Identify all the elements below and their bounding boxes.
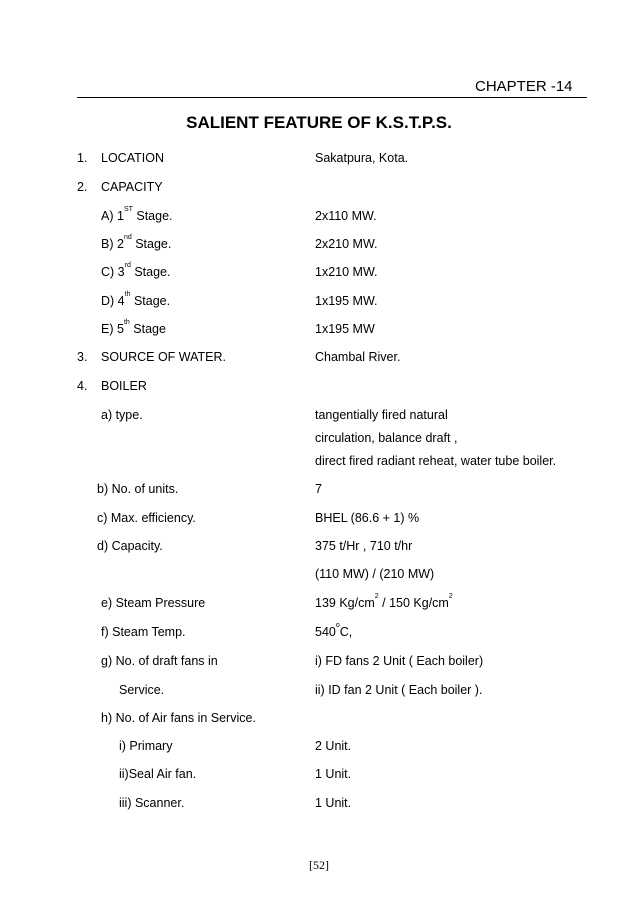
air-fan-label: iii) Scanner. <box>119 796 185 810</box>
stage-label: D) 4th Stage. <box>101 291 171 308</box>
item-number: 2. <box>77 180 88 194</box>
stage-value: 2x210 MW. <box>315 237 378 251</box>
water-source-value: Chambal River. <box>315 350 401 364</box>
boiler-type-value: direct fired radiant reheat, water tube boiler. <box>315 454 557 468</box>
efficiency-label: c) Max. efficiency. <box>97 511 196 525</box>
capacity-value: 375 t/Hr , 710 t/hr <box>315 539 413 553</box>
stage-label: E) 5th Stage <box>101 319 166 336</box>
location-value: Sakatpura, Kota. <box>315 151 409 165</box>
capacity-label: d) Capacity. <box>97 539 163 553</box>
stage-label: B) 2nd Stage. <box>101 234 172 251</box>
item-number: 1. <box>77 151 88 165</box>
pressure-value: 139 $Kg/cm^2 / 150$ $Kg/cm^2$ <box>315 593 453 610</box>
boiler-type-label: a) type. <box>101 408 143 422</box>
item-number: 3. <box>77 350 88 364</box>
page-number: [52] <box>309 858 329 872</box>
stage-label: C) 3rd Stage. <box>101 262 171 279</box>
units-value: 7 <box>315 482 322 496</box>
capacity-value: (110 MW) / (210 MW) <box>315 567 435 581</box>
draft-fans-value: i) FD fans 2 Unit ( Each boiler) <box>315 654 484 668</box>
air-fan-label: i) Primary <box>119 739 173 753</box>
water-source-label: SOURCE OF WATER. <box>101 350 226 364</box>
draft-fans-value: ii) ID fan 2 Unit ( Each boiler ). <box>315 683 483 697</box>
air-fan-label: ii)Seal Air fan. <box>119 767 197 781</box>
header-rule <box>77 97 587 98</box>
temperature-value: 540$^o$C, <box>315 622 353 639</box>
units-label: b) No. of units. <box>97 482 179 496</box>
efficiency-value: BHEL (86.6 + 1) % <box>315 511 420 525</box>
chapter-label: CHAPTER -14 <box>475 78 573 95</box>
stage-value: 1x210 MW. <box>315 265 378 279</box>
item-number: 4. <box>77 379 88 393</box>
air-fan-value: 2 Unit. <box>315 739 352 753</box>
draft-fans-label: Service. <box>119 683 165 697</box>
temperature-label: f) Steam Temp. <box>101 625 186 639</box>
stage-value: 2x110 MW. <box>315 209 377 223</box>
stage-label: A) 1ST Stage. <box>101 206 173 223</box>
draft-fans-label: g) No. of draft fans in <box>101 654 218 668</box>
pressure-label: e) Steam Pressure <box>101 596 206 610</box>
air-fans-label: h) No. of Air fans in Service. <box>101 711 256 725</box>
page-title: SALIENT FEATURE OF K.S.T.P.S. <box>186 113 452 132</box>
boiler-type-value: circulation, balance draft , <box>315 431 458 445</box>
stage-value: 1x195 MW. <box>315 294 378 308</box>
capacity-label: CAPACITY <box>101 180 163 194</box>
air-fan-value: 1 Unit. <box>315 767 352 781</box>
boiler-label: BOILER <box>101 379 147 393</box>
stage-value: 1x195 MW <box>315 322 375 336</box>
air-fan-value: 1 Unit. <box>315 796 352 810</box>
boiler-type-value: tangentially fired natural <box>315 408 448 422</box>
location-label: LOCATION <box>101 151 164 165</box>
